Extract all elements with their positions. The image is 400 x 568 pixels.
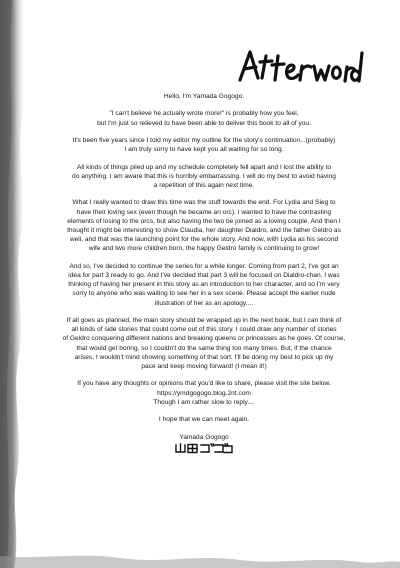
text-line: well, and that was the launching point for the whole story. And now, with Lydia as his second: [69, 236, 339, 244]
signature-name: Yamada Gogogo: [179, 433, 229, 441]
text-line: thinking of having her present in this story as an introduction to her character, and so I'm very: [68, 281, 340, 289]
text-line: arises, I wouldn't mind showing something of that sort. I'll be doing my best to pick up my: [74, 353, 334, 361]
text-line: but I'm just so relieved to have been able to deliver this book to all of you.: [97, 119, 311, 127]
greeting-paragraph: [34, 92, 374, 101]
paragraph-story: [34, 198, 374, 253]
paragraph-schedule: [34, 163, 374, 191]
grunge-border-bottom: [0, 538, 400, 568]
text-line: that would get boring, so I couldn't do the same thing too many times. But, if the chance: [76, 344, 332, 352]
paragraph-part3: [34, 262, 374, 308]
text-line: thought it might be interesting to show Claudia, her daughter Dialdro, and the father Geldro as: [67, 226, 341, 234]
text-line: idea for part 3 ready to go. And I've decided that part 3 will be focused on Dialdro-chan. I was: [68, 271, 340, 279]
afterword-body: [34, 92, 374, 454]
paragraph-closing: [34, 415, 374, 424]
paragraph-apology: [34, 136, 374, 154]
site-url[interactable]: https://ymdgogogo.blog.2nt.com: [157, 389, 251, 397]
paragraph-contact: [34, 379, 374, 407]
text-line: What I really wanted to draw this time was the stuff towards the end. For Lydia and Sieg to: [72, 199, 336, 207]
paragraph-plans: [34, 316, 374, 371]
text-line: a repetition of this again next time.: [153, 181, 255, 189]
text-line: Though I am rather slow to reply....: [153, 398, 255, 406]
text-line: All kinds of things piled up and my schedule completely fell apart and I lost the ability to: [76, 163, 331, 171]
text-line: all kinds of side stories that could come out of this story. I could draw any number of stories: [71, 326, 337, 334]
text-line: of Geldro conquering different nations and breaking queens or princesses as he goes. Of course,: [62, 335, 346, 343]
text-line: do anything. I am aware that this is horribly embarrassing. I will do my best to avoid having: [72, 172, 336, 180]
text-line: And so, I've decided to continue the series for a while longer. Coming from part 2, I've got an: [69, 262, 339, 270]
text-line: I am truly sorry to have kept you all waiting for so long.: [124, 146, 284, 154]
text-line: It's been five years since I told my editor my outline for the story's continuation...(probably): [72, 136, 336, 144]
text-line: elements of losing to the orcs, but also having the two be joined as a loving couple. And then I: [67, 217, 341, 225]
text-line: have their loving sex (even though he became an orc). I wanted to have the contrasting: [76, 208, 332, 216]
text-line: illustration of her as an apology....: [154, 299, 254, 307]
text-line: "I can't believe he actually wrote more!" is probably how you feel,: [109, 110, 299, 118]
text-line: Hello, I'm Yamada Gogogo.: [163, 93, 245, 100]
text-line: pace and keep moving forward! (I mean it!): [141, 363, 267, 370]
text-line: If all goes as planned, the main story should be wrapped up in the next book, but I can think of: [66, 316, 342, 324]
text-line: sorry to anyone who was waiting to see her in a sex scene. Please accept the earlier nude: [72, 290, 336, 298]
paragraph-relief: [34, 109, 374, 127]
text-line: wife and two more children born, the happy Geldro family is continuing to grow!: [88, 245, 320, 253]
text-line: If you have any thoughts or opinions that you'd like to share, please visit the site below.: [77, 380, 331, 388]
signature-mark: [175, 443, 233, 454]
text-line: I hope that we can meet again.: [158, 416, 250, 424]
